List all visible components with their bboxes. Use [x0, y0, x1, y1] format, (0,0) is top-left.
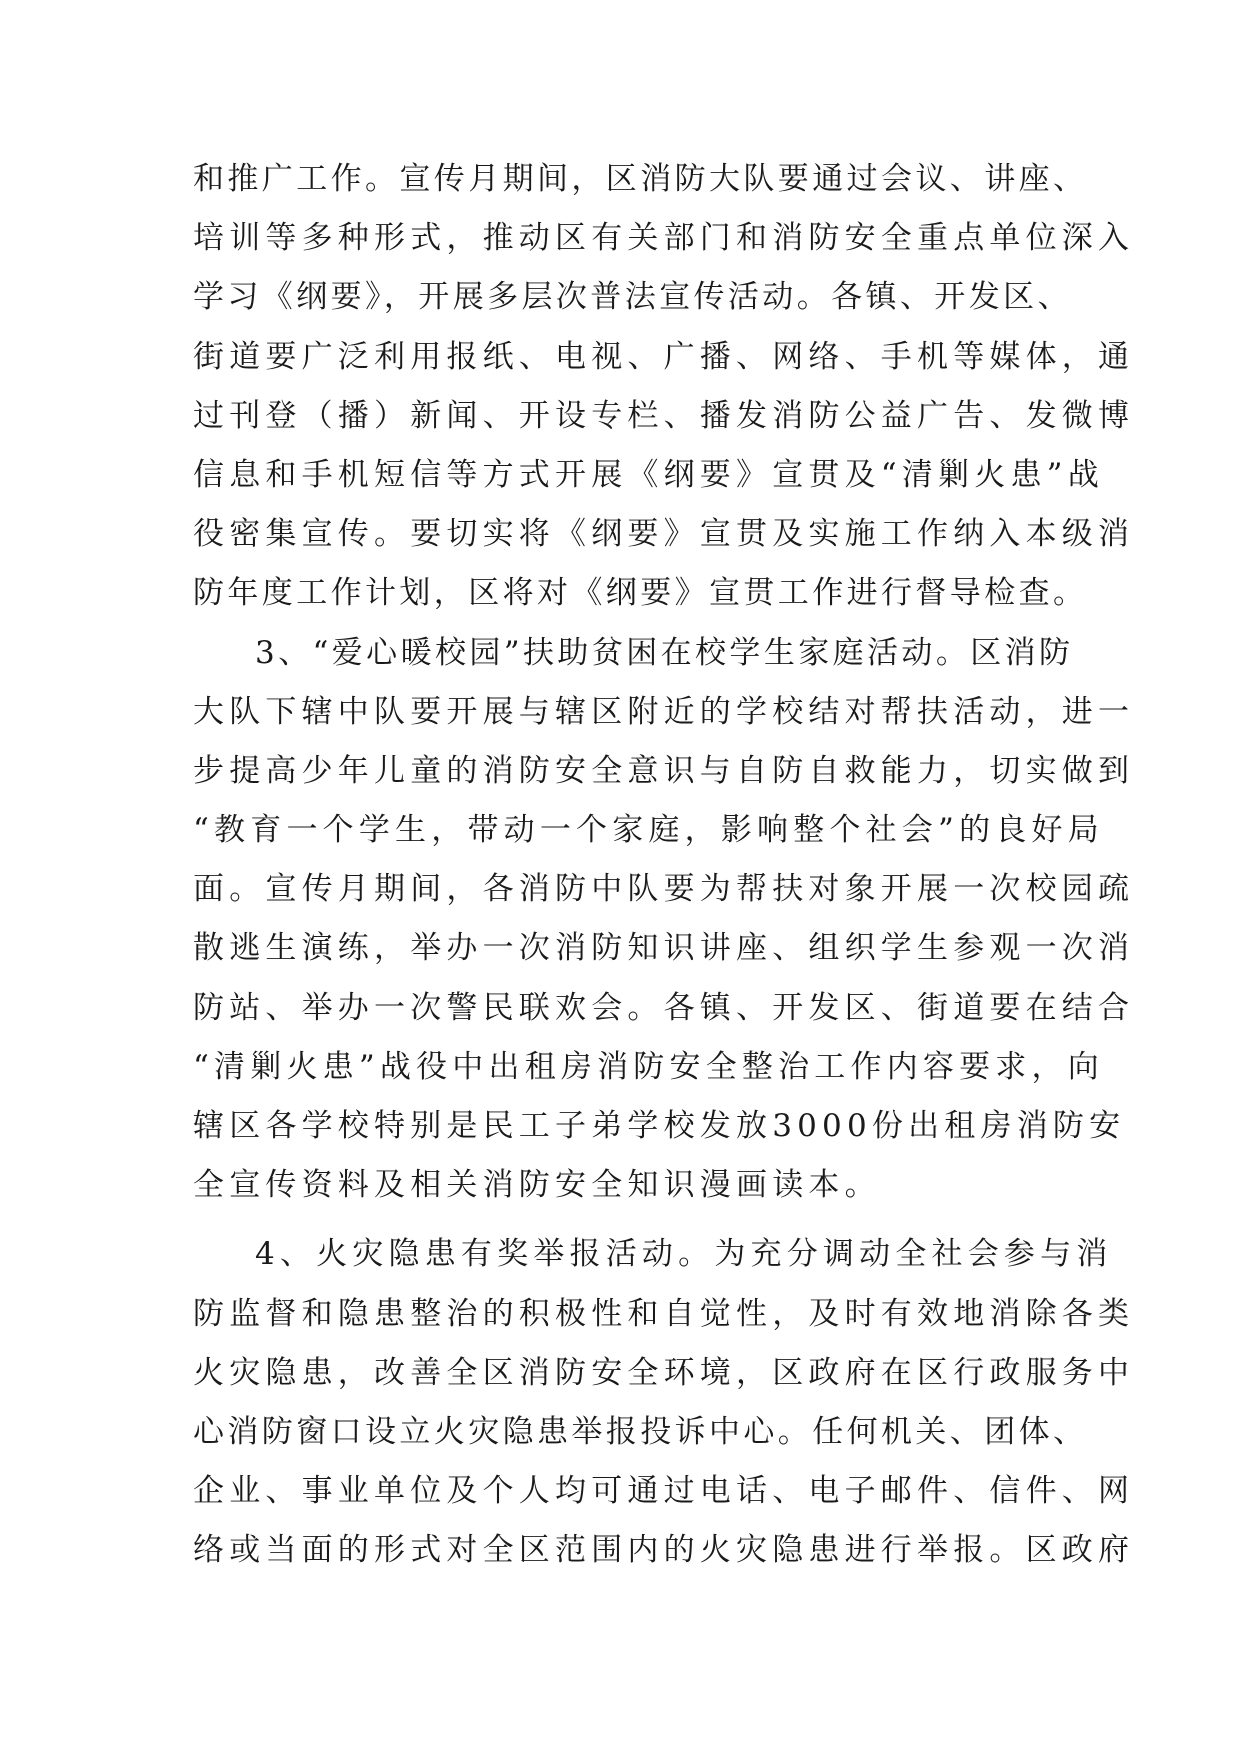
text-line: 役密集宣传。要切实将《纲要》宣贯及实施工作纳入本级消 — [193, 516, 1135, 553]
text-line: 4、火灾隐患有奖举报活动。为充分调动全社会参与消 — [255, 1236, 1113, 1273]
text-line: 3、“爱心暖校园”扶助贫困在校学生家庭活动。区消防 — [255, 634, 1074, 671]
text-line: 街道要广泛利用报纸、电视、广播、网络、手机等媒体，通 — [193, 338, 1135, 375]
paragraph — [193, 150, 1135, 624]
text-line: 络或当面的形式对全区范围内的火灾隐患进行举报。区政府 — [193, 1532, 1135, 1569]
paragraph — [193, 1225, 1135, 1580]
text-line: 防监督和隐患整治的积极性和自觉性，及时有效地消除各类 — [193, 1295, 1135, 1332]
text-line: 防站、举办一次警民联欢会。各镇、开发区、街道要在结合 — [193, 989, 1135, 1026]
text-line: “教育一个学生，带动一个家庭，影响整个社会”的良好局 — [193, 812, 1104, 849]
text-line: 信息和手机短信等方式开展《纲要》宣贯及“清剿火患”战 — [193, 456, 1104, 493]
text-line: 全宣传资料及相关消防安全知识漫画读本。 — [193, 1167, 881, 1204]
text-line: 防年度工作计划，区将对《纲要》宣贯工作进行督导检查。 — [193, 575, 1088, 612]
text-line: 企业、事业单位及个人均可通过电话、电子邮件、信件、网 — [193, 1473, 1135, 1510]
text-line: 散逃生演练，举办一次消防知识讲座、组织学生参观一次消 — [193, 930, 1135, 967]
text-line: 步提高少年儿童的消防安全意识与自防自救能力，切实做到 — [193, 752, 1135, 789]
text-line: 大队下辖中队要开展与辖区附近的学校结对帮扶活动，进一 — [193, 693, 1135, 730]
text-line: 过刊登（播）新闻、开设专栏、播发消防公益广告、发微博 — [193, 397, 1135, 434]
text-line: “清剿火患”战役中出租房消防安全整治工作内容要求，向 — [193, 1048, 1104, 1085]
text-line: 面。宣传月期间，各消防中队要为帮扶对象开展一次校园疏 — [193, 871, 1135, 908]
text-line: 火灾隐患，改善全区消防安全环境，区政府在区行政服务中 — [193, 1354, 1135, 1391]
paragraph — [193, 624, 1135, 1216]
text-line: 和推广工作。宣传月期间，区消防大队要通过会议、讲座、 — [193, 161, 1088, 197]
text-line: 辖区各学校特别是民工子弟学校发放3000份出租房消防安 — [193, 1108, 1126, 1144]
text-line: 心消防窗口设立火灾隐患举报投诉中心。任何机关、团体、 — [193, 1413, 1088, 1450]
text-line: 培训等多种形式，推动区有关部门和消防安全重点单位深入 — [193, 220, 1135, 257]
paragraph-spacer — [193, 1215, 1073, 1225]
text-line: 学习《纲要》，开展多层次普法宣传活动。各镇、开发区、 — [193, 279, 1072, 316]
document-body — [193, 150, 1135, 1581]
